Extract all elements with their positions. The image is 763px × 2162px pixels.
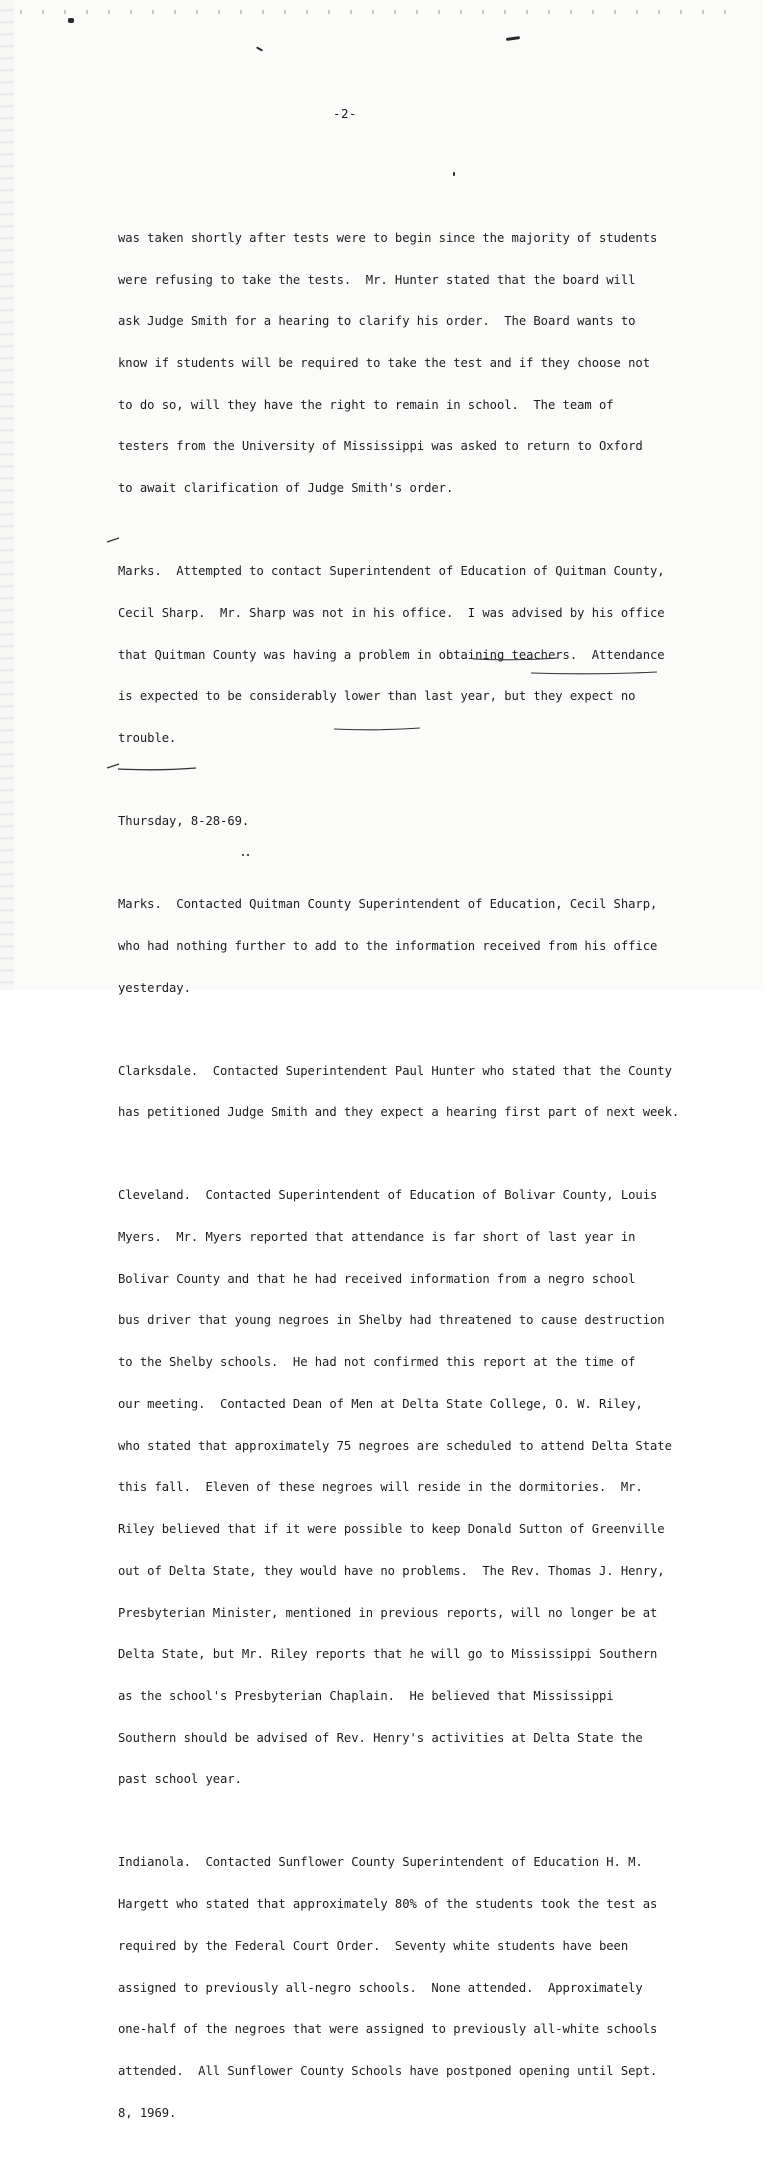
margin-checkmark-cleveland (106, 536, 120, 546)
text-line: bus driver that young negroes in Shelby had threatened to cause destruction (118, 1313, 665, 1328)
text-line: Southern should be advised of Rev. Henry's activities at Delta State the (118, 1730, 643, 1745)
page-number: -2- (332, 106, 358, 121)
text-line: yesterday. (118, 980, 191, 995)
text-line: Thursday, 8-28-69. (118, 814, 250, 829)
text-line: Cecil Sharp. Mr. Sharp was not in his office. I was advised by his office (118, 605, 665, 620)
paragraph-continuation (118, 204, 678, 524)
text-line: past school year. (118, 1772, 242, 1787)
text-line: our meeting. Contacted Dean of Men at Delta State College, O. W. Riley, (118, 1396, 643, 1411)
paragraph-marks-followup (118, 870, 678, 1023)
text-line: required by the Federal Court Order. Seventy white students have been (118, 1938, 629, 1953)
text-line: were refusing to take the tests. Mr. Hunter stated that the board will (118, 272, 636, 287)
underline-donald-sutton (473, 656, 559, 662)
text-line: assigned to previously all-negro schools. None attended. Approximately (118, 1980, 643, 1995)
text-line: who had nothing further to add to the information received from his office (118, 938, 658, 953)
text-line: Clarksdale. Contacted Superintendent Paul Hunter who stated that the County (118, 1063, 672, 1078)
text-line: know if students will be required to take the test and if they choose not (118, 355, 650, 370)
text-line: Delta State, but Mr. Riley reports that he will go to Mississippi Southern (118, 1647, 658, 1662)
text-line: testers from the University of Mississippi was asked to return to Oxford (118, 439, 643, 454)
paragraph-cleveland (118, 1162, 678, 1816)
paragraph-marks (118, 537, 678, 773)
text-line: to await clarification of Judge Smith's order. (118, 481, 454, 496)
text-line: Marks. Attempted to contact Superintendent of Education of Quitman County, (118, 564, 665, 579)
text-line: Cleveland. Contacted Superintendent of Education of Bolivar County, Louis (118, 1188, 658, 1203)
text-line: Indianola. Contacted Sunflower County Superintendent of Education H. M. (118, 1855, 643, 1870)
text-line: to the Shelby schools. He had not confirmed this report at the time of (118, 1355, 636, 1370)
text-line: was taken shortly after tests were to begin since the majority of students (118, 230, 658, 245)
scan-artifact-top (20, 10, 740, 14)
text-line: has petitioned Judge Smith and they expect a hearing first part of next week. (118, 1105, 680, 1120)
text-line: trouble. (118, 731, 177, 746)
text-line: this fall. Eleven of these negroes will reside in the dormitories. Mr. (118, 1480, 643, 1495)
text-line: Riley believed that if it were possible to keep Donald Sutton of Greenville (118, 1522, 665, 1537)
scan-speck (68, 18, 74, 23)
text-line: Marks. Contacted Quitman County Superintendent of Education, Cecil Sharp, (118, 897, 658, 912)
scan-edge (0, 0, 14, 990)
text-line: to do so, will they have the right to remain in school. The team of (118, 397, 614, 412)
text-line: ask Judge Smith for a hearing to clarify his order. The Board wants to (118, 314, 636, 329)
text-line: attended. All Sunflower County Schools have postponed opening until Sept. (118, 2064, 658, 2078)
text-line: Presbyterian Minister, mentioned in previous reports, will no longer be at (118, 1605, 658, 1620)
scan-speck (256, 46, 263, 51)
text-line: that Quitman County was having a problem in obtaining teachers. Attendance (118, 647, 665, 662)
text-line: is expected to be considerably lower than last year, but they expect no (118, 689, 636, 704)
text-line: Bolivar County and that he had received information from a negro school (118, 1271, 636, 1286)
text-line: Hargett who stated that approximately 80% of the students took the test as (118, 1897, 658, 1912)
underline-rev-henry (531, 670, 659, 676)
paragraph-indianola (118, 1829, 678, 2149)
text-line: as the school's Presbyterian Chaplain. He believed that Mississippi (118, 1688, 614, 1703)
text-line: out of Delta State, they would have no problems. The Rev. Thomas J. Henry, (118, 1563, 665, 1578)
text-line: 8, 1969. (118, 2105, 177, 2120)
underline-rev-henrys (334, 726, 422, 732)
text-line: one-half of the negroes that were assigned to previously all-white schools (118, 2022, 658, 2037)
scan-speck-footer (240, 852, 254, 858)
document-body (118, 204, 678, 2162)
text-line: who stated that approximately 75 negroes are scheduled to attend Delta State (118, 1438, 672, 1453)
paragraph-clarksdale (118, 1037, 678, 1148)
date-heading (118, 787, 678, 857)
scan-speck (506, 36, 520, 41)
scan-speck (453, 172, 455, 176)
underline-indianola (118, 766, 198, 772)
text-line: Myers. Mr. Myers reported that attendance is far short of last year in (118, 1230, 636, 1245)
